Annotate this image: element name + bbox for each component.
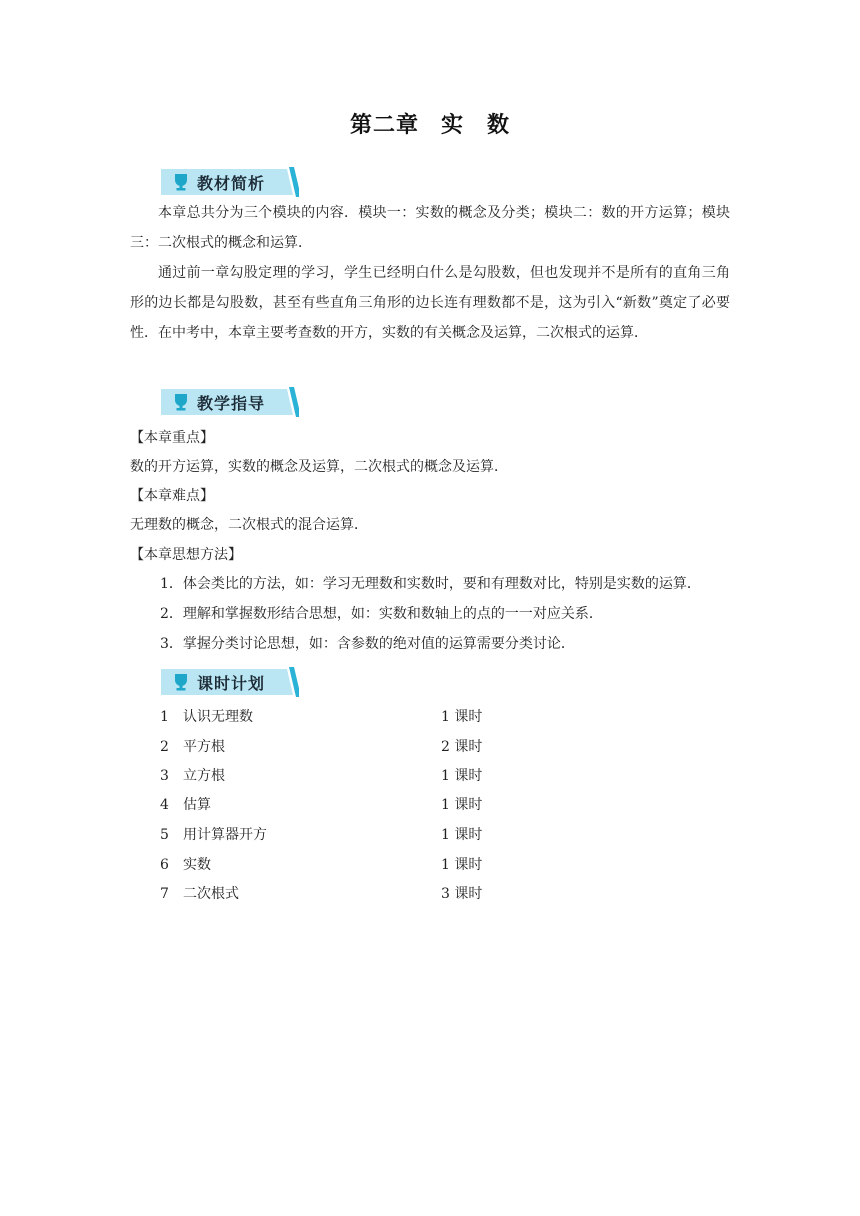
schedule-name: 立方根 [183, 768, 225, 784]
schedule-hours: 1 课时 [441, 857, 483, 873]
schedule-hours: 1 课时 [441, 768, 483, 784]
section-badge-plan [161, 667, 299, 697]
schedule-number: 4 [160, 797, 169, 813]
badge-label: 教材简析 [197, 174, 266, 193]
schedule-name: 用计算器开方 [183, 827, 267, 843]
schedule-number: 1 [160, 709, 169, 725]
badge-label: 课时计划 [197, 674, 266, 693]
analysis-paragraph-1: 本章总共分为三个模块的内容．模块一：实数的概念及分类；模块二：数的开方运算；模块三：二次根式的概念和运算． [130, 205, 730, 251]
trophy-icon [171, 392, 191, 412]
section-badge-analysis [161, 167, 299, 197]
schedule-number: 7 [160, 886, 169, 902]
schedule-name: 平方根 [183, 739, 225, 755]
schedule-row [160, 737, 560, 757]
chapter-label: 第二章 [349, 113, 419, 138]
methods-heading: 【本章思想方法】 [130, 547, 242, 563]
schedule-name: 认识无理数 [183, 709, 253, 725]
schedule-number: 2 [160, 739, 169, 755]
schedule-name: 二次根式 [183, 886, 239, 902]
difficult-points-text: 无理数的概念，二次根式的混合运算． [130, 517, 368, 533]
method-item: 3．掌握分类讨论思想，如：含参数的绝对值的运算需要分类讨论． [160, 636, 575, 652]
trophy-icon [171, 172, 191, 192]
schedule-hours: 3 课时 [441, 886, 483, 902]
schedule-hours: 2 课时 [441, 739, 483, 755]
method-item: 1．体会类比的方法，如：学习无理数和实数时，要和有理数对比，特别是实数的运算． [160, 576, 701, 592]
schedule-row [160, 884, 560, 904]
schedule-hours: 1 课时 [441, 709, 483, 725]
badge-label: 教学指导 [197, 394, 266, 413]
schedule-row [160, 707, 560, 727]
schedule-row [160, 825, 560, 845]
schedule-hours: 1 课时 [441, 827, 483, 843]
analysis-paragraph-2: 通过前一章勾股定理的学习，学生已经明白什么是勾股数，但也发现并不是所有的直角三角形的边长都是勾股数，甚至有些直角三角形的边长连有理数都不是，这为引入“新数”奠定了必要性．在中考中，本章主要考查数的开方，实数的有关概念及运算，二次根式的运算． [130, 265, 730, 341]
section-badge-guidance [161, 387, 299, 417]
schedule-name: 估算 [183, 797, 211, 813]
schedule-row [160, 855, 560, 875]
schedule-number: 6 [160, 857, 169, 873]
chapter-name: 实 数 [441, 113, 511, 138]
key-points-heading: 【本章重点】 [130, 430, 214, 446]
schedule-number: 3 [160, 768, 169, 784]
schedule-row [160, 795, 560, 815]
schedule-number: 5 [160, 827, 169, 843]
method-item: 2．理解和掌握数形结合思想，如：实数和数轴上的点的一一对应关系． [160, 606, 603, 622]
difficult-points-heading: 【本章难点】 [130, 488, 214, 504]
schedule-name: 实数 [183, 857, 211, 873]
schedule-hours: 1 课时 [441, 797, 483, 813]
key-points-text: 数的开方运算，实数的概念及运算，二次根式的概念及运算． [130, 459, 508, 475]
trophy-icon [171, 672, 191, 692]
chapter-title [0, 108, 860, 139]
schedule-row [160, 766, 560, 786]
